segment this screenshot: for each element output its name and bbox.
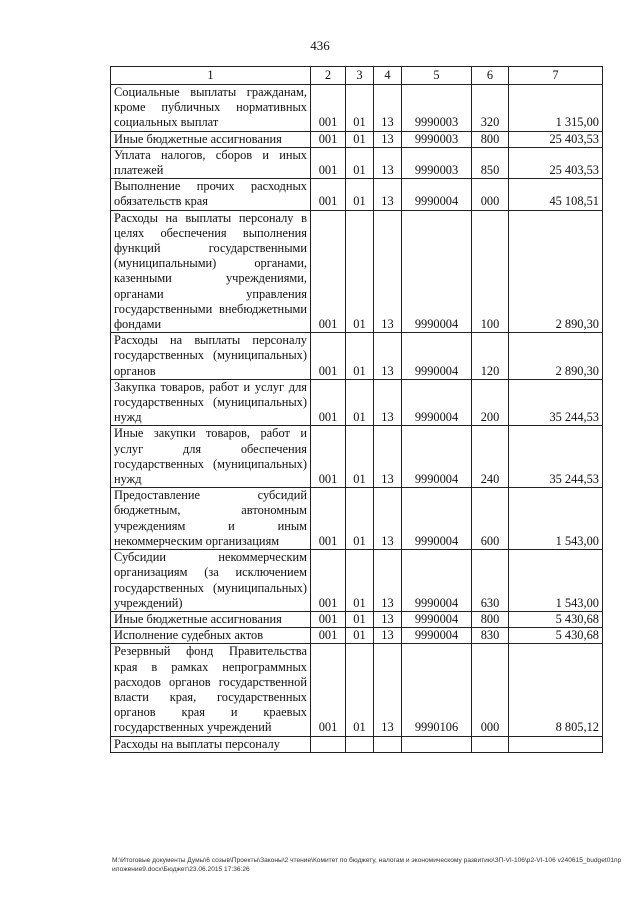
section-code-cell: 01 — [346, 131, 374, 147]
subsection-code-cell: 13 — [374, 147, 402, 178]
expense-type-cell: 100 — [472, 210, 509, 333]
subsection-code-cell: 13 — [374, 85, 402, 132]
target-article-cell — [402, 736, 472, 752]
target-article-cell: 9990003 — [402, 147, 472, 178]
expense-name-cell: Расходы на выплаты персоналу в целях обеспечения выполнения функций государственными (муниципальными) органами, казенными учреждениями, органами управления государственными внебюджетными фондами — [111, 210, 311, 333]
amount-cell: 5 430,68 — [509, 611, 603, 627]
amount-cell: 25 403,53 — [509, 131, 603, 147]
expense-type-cell: 000 — [472, 644, 509, 736]
ministry-code-cell: 001 — [311, 628, 346, 644]
column-header: 2 — [311, 67, 346, 85]
section-code-cell: 01 — [346, 488, 374, 550]
table-row — [111, 85, 603, 132]
target-article-cell: 9990004 — [402, 210, 472, 333]
ministry-code-cell: 001 — [311, 179, 346, 210]
expense-name-cell: Субсидии некоммерческим организациям (за исключением государственных (муниципальных) учреждений) — [111, 550, 311, 612]
table-header-row — [111, 67, 603, 85]
section-code-cell: 01 — [346, 611, 374, 627]
table-row — [111, 628, 603, 644]
ministry-code-cell: 001 — [311, 611, 346, 627]
expense-name-cell: Закупка товаров, работ и услуг для государственных (муниципальных) нужд — [111, 379, 311, 426]
amount-cell: 35 244,53 — [509, 379, 603, 426]
table-row — [111, 379, 603, 426]
amount-cell: 1 543,00 — [509, 550, 603, 612]
expense-name-cell: Иные бюджетные ассигнования — [111, 131, 311, 147]
expense-name-cell: Иные закупки товаров, работ и услуг для обеспечения государственных (муниципальных) нужд — [111, 426, 311, 488]
expense-type-cell: 630 — [472, 550, 509, 612]
table-row — [111, 611, 603, 627]
expense-name-cell: Социальные выплаты гражданам, кроме публичных нормативных социальных выплат — [111, 85, 311, 132]
amount-cell: 25 403,53 — [509, 147, 603, 178]
amount-cell: 8 805,12 — [509, 644, 603, 736]
expense-name-cell: Выполнение прочих расходных обязательств края — [111, 179, 311, 210]
target-article-cell: 9990004 — [402, 488, 472, 550]
amount-cell: 5 430,68 — [509, 628, 603, 644]
target-article-cell: 9990004 — [402, 379, 472, 426]
ministry-code-cell: 001 — [311, 210, 346, 333]
expense-type-cell: 120 — [472, 333, 509, 380]
expense-type-cell: 600 — [472, 488, 509, 550]
subsection-code-cell: 13 — [374, 333, 402, 380]
table-body — [111, 85, 603, 753]
subsection-code-cell: 13 — [374, 131, 402, 147]
amount-cell: 45 108,51 — [509, 179, 603, 210]
expense-type-cell: 240 — [472, 426, 509, 488]
ministry-code-cell: 001 — [311, 131, 346, 147]
ministry-code-cell: 001 — [311, 85, 346, 132]
column-header: 6 — [472, 67, 509, 85]
subsection-code-cell: 13 — [374, 488, 402, 550]
target-article-cell: 9990106 — [402, 644, 472, 736]
table-row — [111, 333, 603, 380]
expense-type-cell: 800 — [472, 611, 509, 627]
amount-cell: 1 543,00 — [509, 488, 603, 550]
section-code-cell: 01 — [346, 426, 374, 488]
expense-type-cell: 830 — [472, 628, 509, 644]
target-article-cell: 9990004 — [402, 333, 472, 380]
subsection-code-cell — [374, 736, 402, 752]
page-number: 436 — [310, 38, 330, 53]
table-row — [111, 644, 603, 736]
section-code-cell: 01 — [346, 179, 374, 210]
target-article-cell: 9990004 — [402, 611, 472, 627]
amount-cell — [509, 736, 603, 752]
column-header: 1 — [111, 67, 311, 85]
ministry-code-cell: 001 — [311, 488, 346, 550]
section-code-cell: 01 — [346, 379, 374, 426]
subsection-code-cell: 13 — [374, 644, 402, 736]
expense-name-cell: Расходы на выплаты персоналу — [111, 736, 311, 752]
section-code-cell — [346, 736, 374, 752]
expense-name-cell: Иные бюджетные ассигнования — [111, 611, 311, 627]
section-code-cell: 01 — [346, 85, 374, 132]
section-code-cell: 01 — [346, 333, 374, 380]
expense-name-cell: Уплата налогов, сборов и иных платежей — [111, 147, 311, 178]
target-article-cell: 9990003 — [402, 131, 472, 147]
section-code-cell: 01 — [346, 147, 374, 178]
section-code-cell: 01 — [346, 550, 374, 612]
subsection-code-cell: 13 — [374, 550, 402, 612]
amount-cell: 2 890,30 — [509, 333, 603, 380]
expense-name-cell: Предоставление субсидий бюджетным, автономным учреждениям и иным некоммерческим организациям — [111, 488, 311, 550]
expense-name-cell: Резервный фонд Правительства края в рамках непрограммных расходов органов государственной власти края, государственных органов края и краевых государственных учреждений — [111, 644, 311, 736]
amount-cell: 1 315,00 — [509, 85, 603, 132]
ministry-code-cell: 001 — [311, 147, 346, 178]
table-row — [111, 147, 603, 178]
table-row — [111, 736, 603, 752]
ministry-code-cell: 001 — [311, 644, 346, 736]
table-row — [111, 210, 603, 333]
column-header: 4 — [374, 67, 402, 85]
section-code-cell: 01 — [346, 644, 374, 736]
expense-name-cell: Исполнение судебных актов — [111, 628, 311, 644]
subsection-code-cell: 13 — [374, 179, 402, 210]
table-row — [111, 179, 603, 210]
table-row — [111, 550, 603, 612]
expense-type-cell: 850 — [472, 147, 509, 178]
expense-type-cell — [472, 736, 509, 752]
amount-cell: 2 890,30 — [509, 210, 603, 333]
expense-type-cell: 320 — [472, 85, 509, 132]
expense-type-cell: 000 — [472, 179, 509, 210]
file-path-footer: M:\Итоговые документы Думы\6 созыв\Проекты\Законы\2 чтение\Комитет по бюджету, налогам и экономическому развитию\ЗП-VI-106\р2-VI-106 v240615_budget01приложение9.docx\Бюджет\23.06.2015 17:36:26 — [112, 857, 622, 873]
ministry-code-cell: 001 — [311, 333, 346, 380]
ministry-code-cell — [311, 736, 346, 752]
ministry-code-cell: 001 — [311, 379, 346, 426]
amount-cell: 35 244,53 — [509, 426, 603, 488]
ministry-code-cell: 001 — [311, 426, 346, 488]
table-row — [111, 488, 603, 550]
subsection-code-cell: 13 — [374, 379, 402, 426]
expense-type-cell: 800 — [472, 131, 509, 147]
subsection-code-cell: 13 — [374, 210, 402, 333]
target-article-cell: 9990004 — [402, 628, 472, 644]
target-article-cell: 9990004 — [402, 550, 472, 612]
budget-table — [110, 66, 603, 753]
subsection-code-cell: 13 — [374, 628, 402, 644]
ministry-code-cell: 001 — [311, 550, 346, 612]
target-article-cell: 9990004 — [402, 179, 472, 210]
target-article-cell: 9990004 — [402, 426, 472, 488]
column-header: 5 — [402, 67, 472, 85]
column-header: 7 — [509, 67, 603, 85]
expense-type-cell: 200 — [472, 379, 509, 426]
section-code-cell: 01 — [346, 210, 374, 333]
section-code-cell: 01 — [346, 628, 374, 644]
table-row — [111, 131, 603, 147]
subsection-code-cell: 13 — [374, 426, 402, 488]
subsection-code-cell: 13 — [374, 611, 402, 627]
expense-name-cell: Расходы на выплаты персоналу государственных (муниципальных) органов — [111, 333, 311, 380]
target-article-cell: 9990003 — [402, 85, 472, 132]
table-row — [111, 426, 603, 488]
column-header: 3 — [346, 67, 374, 85]
